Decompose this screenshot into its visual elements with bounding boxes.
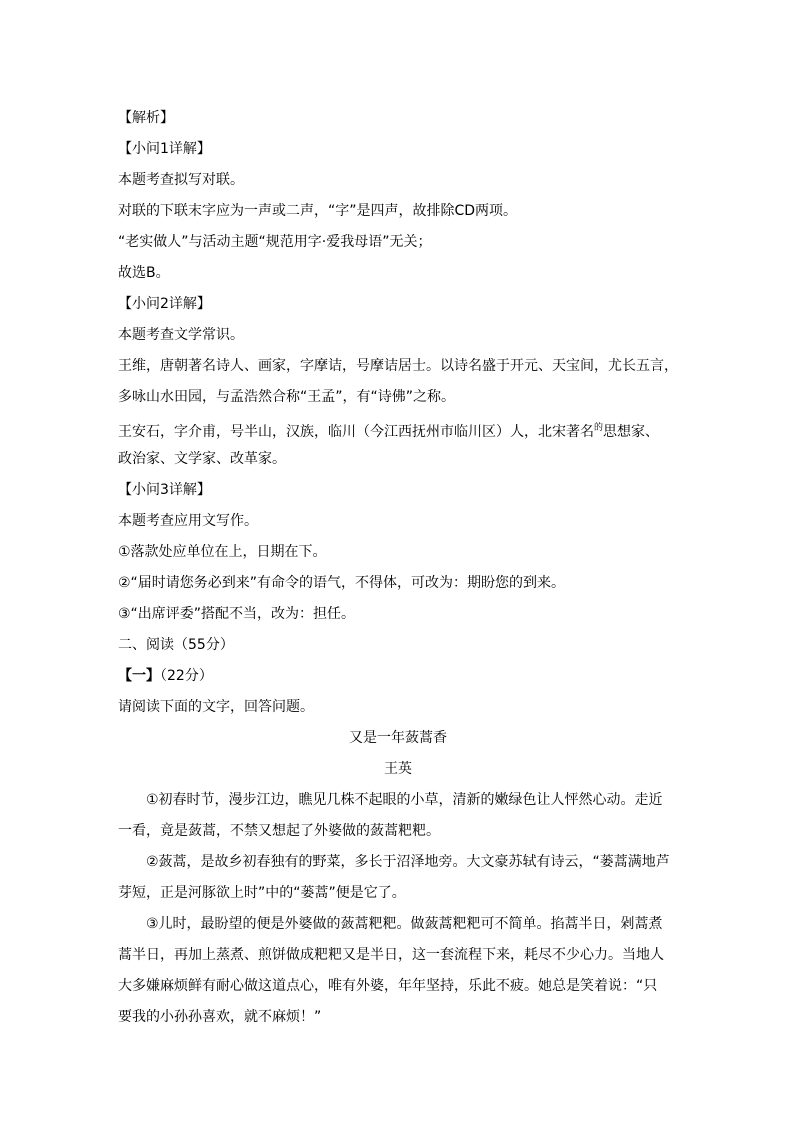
paragraph-line: 大多嫌麻烦鲜有耐心做这道点心，唯有外婆，年年坚持，乐此不疲。她总是笑着说：“只 <box>118 978 658 994</box>
q3-line: ③“出席评委”搭配不当，改为：担任。 <box>118 606 356 622</box>
paragraph-line: ①初春时节，漫步江边，瞧见几株不起眼的小草，清新的嫩绿色让人怦然心动。走近 <box>146 792 663 808</box>
q3-line: ②“届时请您务必到来”有命令的语气，不得体，可改为：期盼您的到来。 <box>118 575 566 591</box>
paragraph-line: 芽短，正是河豚欲上时”中的“蒌蒿”便是它了。 <box>118 885 406 901</box>
q2-line: 多咏山水田园，与孟浩然合称“王孟”，有“诗佛”之称。 <box>118 389 456 405</box>
q3-line: ①落款处应单位在上，日期在下。 <box>118 544 327 560</box>
article-title: 又是一年蔹蒿香 <box>349 730 447 746</box>
q1-line: “老实做人”与活动主题“规范用字·爱我母语”无关； <box>118 234 432 250</box>
q1-line: 本题考查拟写对联。 <box>118 172 244 188</box>
q1-line: 故选B。 <box>118 265 170 281</box>
q2-wang-anshi-line <box>118 413 678 444</box>
q2-line: 王维，唐朝著名诗人、画家，字摩诘，号摩诘居士。以诗名盛于开元、天宝间，尤长五言， <box>118 358 678 374</box>
q2-text: 王安石，字介甫，号半山，汉族，临川（今江西抚州市临川区）人，北宋著名 <box>118 424 594 440</box>
document-page <box>118 103 678 1033</box>
q2-line: 本题考查文学常识。 <box>118 327 244 343</box>
article-author: 王英 <box>384 761 412 777</box>
q2-line: 政治家、文学家、改革家。 <box>118 451 286 467</box>
paragraph-line: ②蔹蒿，是故乡初春独有的野菜，多长于沼泽地旁。大文豪苏轼有诗云，“蒌蒿满地芦 <box>146 854 670 870</box>
paragraph-line: 一看，竟是蔹蒿，不禁又想起了外婆做的蔹蒿粑粑。 <box>118 823 440 839</box>
q1-line: 对联的下联末字应为一声或二声，“字”是四声，故排除CD两项。 <box>118 203 518 219</box>
q2-text: 思想家、 <box>603 424 660 440</box>
reading-section-title: 二、阅读（55分） <box>118 637 234 653</box>
q1-heading: 【小问1详解】 <box>118 141 211 157</box>
q2-heading: 【小问2详解】 <box>118 296 211 312</box>
part-label: 【一】 <box>118 668 160 684</box>
reading-instruction: 请阅读下面的文字，回答问题。 <box>118 699 314 715</box>
paragraph-line: ③儿时，最盼望的便是外婆做的蔹蒿粑粑。做蔹蒿粑粑可不简单。掐蒿半日，剁蒿煮 <box>146 916 663 932</box>
reading-part-heading <box>118 661 678 692</box>
q3-heading: 【小问3详解】 <box>118 482 211 498</box>
part-score: （22分） <box>160 668 213 684</box>
q2-superscript: 的 <box>594 423 604 433</box>
paragraph-line: 要我的小孙孙喜欢，就不麻烦！” <box>118 1009 322 1025</box>
analysis-heading: 【解析】 <box>118 110 174 126</box>
q3-line: 本题考查应用文写作。 <box>118 513 258 529</box>
paragraph-line: 蒿半日，再加上蒸煮、煎饼做成粑粑又是半日，这一套流程下来，耗尽不少心力。当地人 <box>118 947 664 963</box>
